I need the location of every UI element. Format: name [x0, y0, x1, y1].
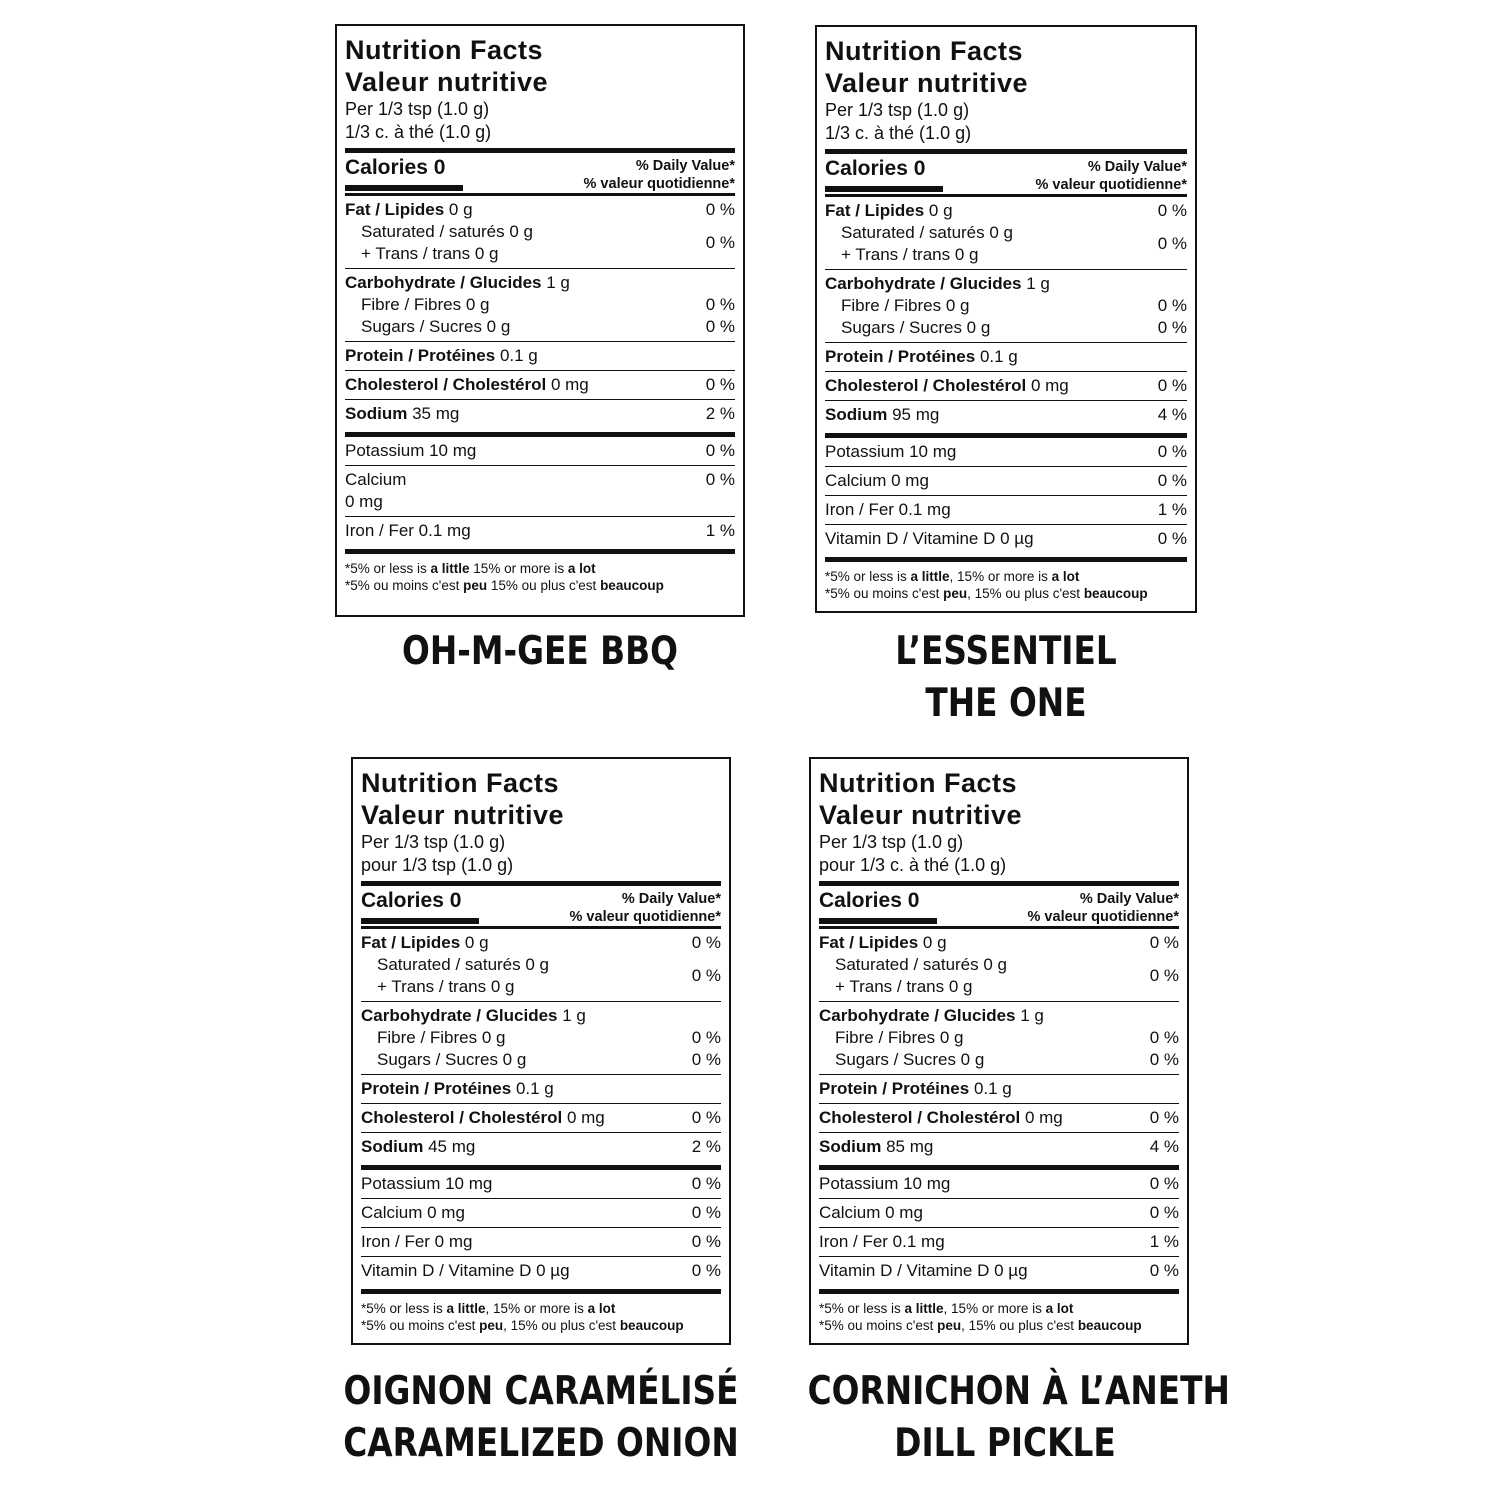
vitamin-d-row: Vitamin D / Vitamine D 0 µg 0 %: [361, 1261, 721, 1280]
fat-group: Fat / Lipides 0 g 0 % Saturated / saturés 0 g + Trans / trans 0 g 0 %: [361, 933, 721, 996]
serving-size: Per 1/3 tsp (1.0 g): [825, 100, 970, 120]
calories-bar: [819, 918, 937, 924]
footnote: *5% or less is a little, 15% or more is a lot *5% ou moins c'est peu, 15% ou plus c'est beaucoup: [819, 1301, 1142, 1333]
potassium-row: Potassium 10 mg 0 %: [361, 1174, 721, 1193]
vitamin-d-row: Vitamin D / Vitamine D 0 µg 0 %: [819, 1261, 1179, 1280]
serving-size-fr: 1/3 c. à thé (1.0 g): [345, 122, 492, 142]
serving-size-fr: pour 1/3 c. à thé (1.0 g): [819, 855, 1007, 875]
nf-title-en: Nutrition Facts: [361, 768, 560, 798]
calories: Calories 0: [345, 156, 446, 179]
nutrition-label-bbq: [335, 24, 745, 617]
sodium-row: Sodium 35 mg 2 %: [345, 404, 735, 423]
serving-size: Per 1/3 tsp (1.0 g): [361, 832, 506, 852]
cholesterol-row: Cholesterol / Cholestérol 0 mg 0 %: [345, 375, 735, 394]
nf-title-fr: Valeur nutritive: [825, 68, 1029, 98]
potassium-row: Potassium 10 mg 0 %: [345, 441, 735, 460]
carbohydrate-group: Carbohydrate / Glucides 1 g Fibre / Fibres 0 g 0 % Sugars / Sucres 0 g 0 %: [819, 1006, 1179, 1069]
nutrition-label-essentiel: [815, 25, 1197, 613]
iron-row: Iron / Fer 0.1 mg 1 %: [825, 500, 1187, 519]
protein-row: Protein / Protéines 0.1 g: [361, 1079, 554, 1098]
iron-row: Iron / Fer 0.1 mg 1 %: [819, 1232, 1179, 1251]
fat-group: Fat / Lipides 0 g 0 % Saturated / saturés 0 g + Trans / trans 0 g 0 %: [825, 201, 1187, 264]
sodium-row: Sodium 95 mg 4 %: [825, 405, 1187, 424]
serving-size: Per 1/3 tsp (1.0 g): [345, 99, 490, 119]
nf-title-en: Nutrition Facts: [345, 35, 544, 65]
carbohydrate-group: Carbohydrate / Glucides 1 g Fibre / Fibres 0 g 0 % Sugars / Sucres 0 g 0 %: [825, 274, 1187, 337]
serving-size-fr: pour 1/3 tsp (1.0 g): [361, 855, 514, 875]
calcium-row: Calcium 0 mg 0 %: [819, 1203, 1179, 1222]
carbohydrate-group: Carbohydrate / Glucides 1 g Fibre / Fibres 0 g 0 % Sugars / Sucres 0 g 0 %: [361, 1006, 721, 1069]
daily-value-header: % Daily Value* % valeur quotidienne*: [569, 891, 721, 925]
fat-group: Fat / Lipides 0 g 0 % Saturated / saturés 0 g + Trans / trans 0 g 0 %: [345, 200, 735, 263]
daily-value-header: % Daily Value* % valeur quotidienne*: [1035, 159, 1187, 193]
calcium-row: Calcium 0 mg 0 %: [825, 471, 1187, 490]
calories-row: [345, 153, 735, 193]
nf-title-en: Nutrition Facts: [819, 768, 1018, 798]
iron-row: Iron / Fer 0.1 mg 1 %: [345, 521, 735, 540]
protein-row: Protein / Protéines 0.1 g: [819, 1079, 1012, 1098]
cholesterol-row: Cholesterol / Cholestérol 0 mg 0 %: [825, 376, 1187, 395]
calories: Calories 0: [825, 157, 926, 180]
daily-value-header: % Daily Value* % valeur quotidienne*: [1027, 891, 1179, 925]
calories-bar: [345, 185, 463, 191]
footnote: *5% or less is a little 15% or more is a lot *5% ou moins c'est peu 15% ou plus c'est beaucoup: [345, 561, 664, 593]
iron-row: Iron / Fer 0 mg 0 %: [361, 1232, 721, 1251]
calories: Calories 0: [819, 889, 920, 912]
calcium-row: Calcium 0 mg 0 %: [361, 1203, 721, 1222]
protein-row: Protein / Protéines 0.1 g: [345, 346, 538, 365]
nf-title-fr: Valeur nutritive: [819, 800, 1023, 830]
footnote: *5% or less is a little, 15% or more is a lot *5% ou moins c'est peu, 15% ou plus c'est beaucoup: [825, 569, 1148, 601]
product-name-onion: OIGNON CARAMÉLISÉ CARAMELIZED ONION: [343, 1369, 739, 1466]
protein-row: Protein / Protéines 0.1 g: [825, 347, 1018, 366]
fat-group: Fat / Lipides 0 g 0 % Saturated / saturés 0 g + Trans / trans 0 g 0 %: [819, 933, 1179, 996]
nutrition-label-onion: [351, 757, 731, 1345]
cholesterol-row: Cholesterol / Cholestérol 0 mg 0 %: [361, 1108, 721, 1127]
nf-title-fr: Valeur nutritive: [361, 800, 565, 830]
sodium-row: Sodium 85 mg 4 %: [819, 1137, 1179, 1156]
calories-bar: [825, 186, 943, 192]
nf-title-fr: Valeur nutritive: [345, 67, 549, 97]
nf-title-en: Nutrition Facts: [825, 36, 1024, 66]
calories-row: [361, 886, 721, 926]
potassium-row: Potassium 10 mg 0 %: [825, 442, 1187, 461]
serving-size: Per 1/3 tsp (1.0 g): [819, 832, 964, 852]
footnote: *5% or less is a little, 15% or more is a lot *5% ou moins c'est peu, 15% ou plus c'est beaucoup: [361, 1301, 684, 1333]
calories: Calories 0: [361, 889, 462, 912]
nutrition-label-dill-pickle: [809, 757, 1189, 1345]
product-name-essentiel: L’ESSENTIEL THE ONE: [895, 629, 1117, 726]
sodium-row: Sodium 45 mg 2 %: [361, 1137, 721, 1156]
product-name-dill-pickle: CORNICHON À L’ANETH DILL PICKLE: [807, 1369, 1230, 1466]
calories-bar: [361, 918, 479, 924]
vitamin-d-row: Vitamin D / Vitamine D 0 µg 0 %: [825, 529, 1187, 548]
potassium-row: Potassium 10 mg 0 %: [819, 1174, 1179, 1193]
carbohydrate-group: Carbohydrate / Glucides 1 g Fibre / Fibres 0 g 0 % Sugars / Sucres 0 g 0 %: [345, 273, 735, 336]
daily-value-header: % Daily Value* % valeur quotidienne*: [583, 158, 735, 192]
calories-row: [819, 886, 1179, 926]
calories-row: [825, 154, 1187, 194]
product-name-bbq: OH-M-GEE BBQ: [402, 629, 678, 674]
serving-size-fr: 1/3 c. à thé (1.0 g): [825, 123, 972, 143]
cholesterol-row: Cholesterol / Cholestérol 0 mg 0 %: [819, 1108, 1179, 1127]
calcium-row: Calcium 0 mg 0 %: [345, 470, 735, 511]
